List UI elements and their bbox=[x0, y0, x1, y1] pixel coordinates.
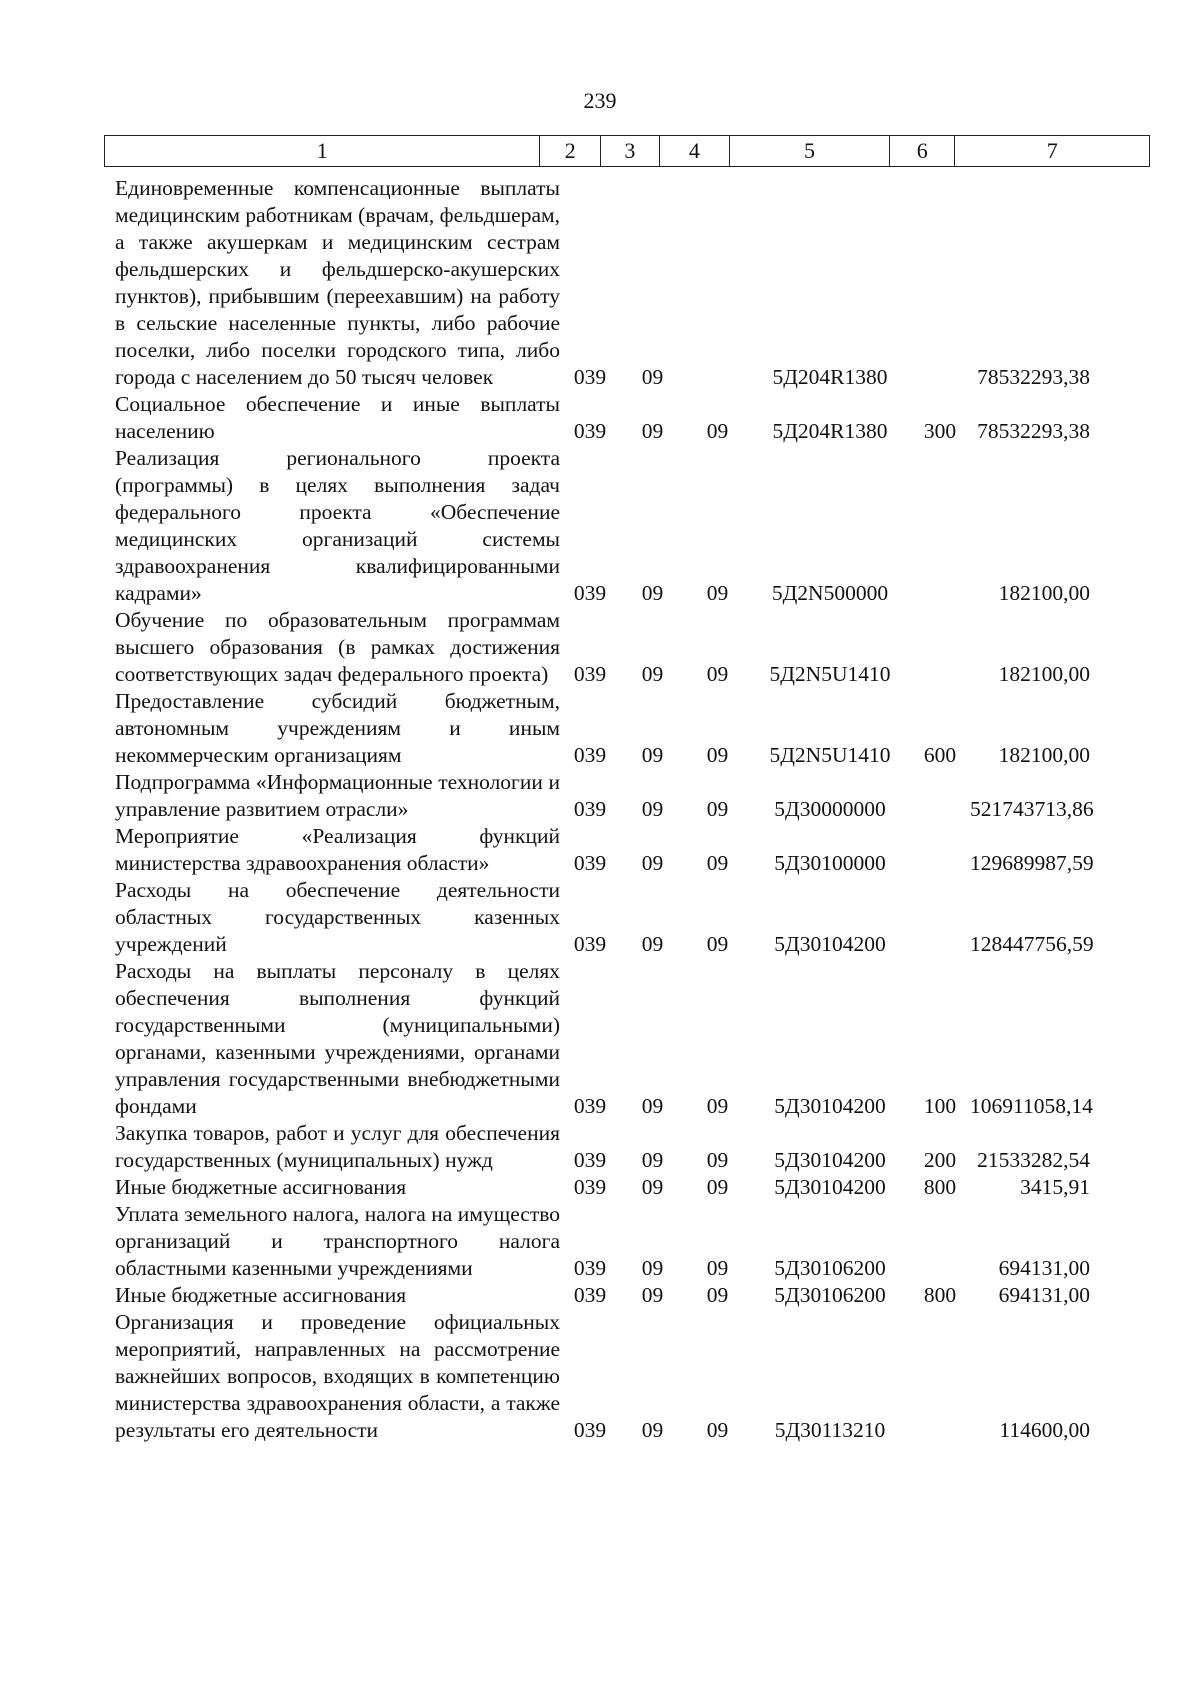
table-row bbox=[0, 823, 1200, 877]
row-code-section: 09 bbox=[641, 851, 664, 875]
row-code-section: 09 bbox=[641, 1283, 664, 1307]
row-code-target: 5Д30104200 bbox=[774, 932, 886, 956]
row-amount: 106911058,14 bbox=[970, 1094, 1093, 1118]
row-code-admin: 039 bbox=[573, 1175, 607, 1199]
row-code-expense-type: 600 bbox=[923, 743, 957, 767]
row-code-admin: 039 bbox=[573, 419, 607, 443]
row-code-subsection: 09 bbox=[706, 1283, 729, 1307]
row-code-section: 09 bbox=[641, 743, 664, 767]
row-code-admin: 039 bbox=[573, 932, 607, 956]
row-amount: 21533282,54 bbox=[977, 1148, 1090, 1172]
budget-table-body bbox=[0, 175, 1200, 1444]
row-code-subsection: 09 bbox=[706, 1148, 729, 1172]
row-code-target: 5Д30100000 bbox=[774, 851, 886, 875]
table-row bbox=[0, 1282, 1200, 1309]
row-code-admin: 039 bbox=[573, 365, 607, 389]
column-header: 6 bbox=[889, 136, 955, 167]
row-amount: 129689987,59 bbox=[970, 851, 1094, 875]
row-code-admin: 039 bbox=[573, 851, 607, 875]
row-code-admin: 039 bbox=[573, 1418, 607, 1442]
row-name: Расходы на обеспечение деятельности областных государственных казенных учреждений bbox=[115, 878, 560, 956]
column-header: 1 bbox=[105, 136, 540, 167]
row-amount: 128447756,59 bbox=[970, 932, 1094, 956]
row-amount: 78532293,38 bbox=[977, 365, 1090, 389]
row-name: Иные бюджетные ассигнования bbox=[115, 1175, 407, 1199]
row-code-admin: 039 bbox=[573, 662, 607, 686]
row-code-target: 5Д30000000 bbox=[774, 797, 886, 821]
row-name: Уплата земельного налога, налога на имущество организаций и транспортного налога областными казенными учреждениями bbox=[115, 1202, 560, 1280]
row-code-target: 5Д30104200 bbox=[774, 1094, 886, 1118]
row-code-section: 09 bbox=[641, 662, 664, 686]
row-code-section: 09 bbox=[641, 365, 664, 389]
row-code-target: 5Д2N500000 bbox=[771, 581, 889, 605]
row-code-subsection: 09 bbox=[706, 1418, 729, 1442]
row-code-target: 5Д30106200 bbox=[774, 1283, 886, 1307]
row-code-subsection: 09 bbox=[706, 743, 729, 767]
row-code-section: 09 bbox=[641, 1418, 664, 1442]
row-code-subsection: 09 bbox=[706, 1175, 729, 1199]
row-code-target: 5Д30113210 bbox=[774, 1418, 886, 1442]
row-code-target: 5Д30104200 bbox=[774, 1175, 886, 1199]
page-number: 239 bbox=[583, 88, 617, 113]
row-name: Расходы на выплаты персоналу в целях обеспечения выполнения функций государственными (муниципальными) органами, казенными учреждениями, органами управления государственными внебюджетными фондами bbox=[115, 959, 560, 1118]
row-amount: 694131,00 bbox=[998, 1256, 1090, 1280]
row-name: Закупка товаров, работ и услуг для обеспечения государственных (муниципальных) нужд bbox=[115, 1121, 560, 1172]
row-code-expense-type: 100 bbox=[923, 1094, 957, 1118]
row-code-section: 09 bbox=[641, 932, 664, 956]
row-code-section: 09 bbox=[641, 1256, 664, 1280]
row-name: Организация и проведение официальных мероприятий, направленных на рассмотрение важнейших вопросов, входящих в компетенцию министерства здравоохранения области, а также результаты его деятельности bbox=[115, 1310, 560, 1442]
row-code-admin: 039 bbox=[573, 1283, 607, 1307]
row-code-admin: 039 bbox=[573, 581, 607, 605]
column-header: 2 bbox=[540, 136, 601, 167]
row-code-section: 09 bbox=[641, 1175, 664, 1199]
table-row bbox=[0, 1309, 1200, 1444]
row-code-subsection: 09 bbox=[706, 932, 729, 956]
row-amount: 182100,00 bbox=[998, 662, 1090, 686]
row-code-subsection: 09 bbox=[706, 662, 729, 686]
column-header-table bbox=[104, 135, 1150, 167]
table-row bbox=[0, 1174, 1200, 1201]
row-amount: 78532293,38 bbox=[977, 419, 1090, 443]
row-name: Реализация регионального проекта (программы) в целях выполнения задач федерального проекта «Обеспечение медицинских организаций системы здравоохранения квалифицированными кадрами» bbox=[115, 446, 560, 605]
row-code-admin: 039 bbox=[573, 1094, 607, 1118]
row-amount: 114600,00 bbox=[999, 1418, 1090, 1442]
table-row bbox=[0, 1120, 1200, 1174]
row-code-subsection: 09 bbox=[706, 851, 729, 875]
row-code-target: 5Д2N5U1410 bbox=[769, 743, 891, 767]
row-code-admin: 039 bbox=[573, 1148, 607, 1172]
column-header: 5 bbox=[730, 136, 890, 167]
row-code-subsection: 09 bbox=[706, 797, 729, 821]
table-row bbox=[0, 769, 1200, 823]
row-amount: 182100,00 bbox=[998, 743, 1090, 767]
column-header: 7 bbox=[955, 136, 1150, 167]
row-name: Обучение по образовательным программам высшего образования (в рамках достижения соответствующих задач федерального проекта) bbox=[115, 608, 560, 686]
row-code-admin: 039 bbox=[573, 743, 607, 767]
row-code-subsection: 09 bbox=[706, 1256, 729, 1280]
table-row bbox=[0, 1201, 1200, 1282]
row-amount: 694131,00 bbox=[998, 1283, 1090, 1307]
row-code-section: 09 bbox=[641, 1148, 664, 1172]
row-code-section: 09 bbox=[641, 797, 664, 821]
table-row bbox=[0, 688, 1200, 769]
row-code-target: 5Д30106200 bbox=[774, 1256, 886, 1280]
row-code-target: 5Д30104200 bbox=[774, 1148, 886, 1172]
row-code-target: 5Д2N5U1410 bbox=[769, 662, 891, 686]
row-code-subsection: 09 bbox=[706, 581, 729, 605]
row-name: Единовременные компенсационные выплаты медицинским работникам (врачам, фельдшерам, а также акушеркам и медицинским сестрам фельдшерских и фельдшерско-акушерских пунктов), прибывшим (переехавшим) на работу в сельские населенные пункты, либо рабочие поселки, либо поселки городского типа, либо города с населением до 50 тысяч человек bbox=[115, 176, 560, 389]
table-row bbox=[0, 445, 1200, 607]
row-code-target: 5Д204R1380 bbox=[772, 419, 888, 443]
row-amount: 521743713,86 bbox=[970, 797, 1094, 821]
row-code-subsection: 09 bbox=[706, 1094, 729, 1118]
row-code-subsection: 09 bbox=[706, 419, 729, 443]
row-name: Подпрограмма «Информационные технологии и управление развитием отрасли» bbox=[115, 770, 560, 821]
row-code-section: 09 bbox=[641, 419, 664, 443]
row-code-section: 09 bbox=[641, 581, 664, 605]
row-code-admin: 039 bbox=[573, 797, 607, 821]
column-header-row bbox=[105, 136, 1150, 167]
table-row bbox=[0, 877, 1200, 958]
row-name: Социальное обеспечение и иные выплаты населению bbox=[115, 392, 560, 443]
row-amount: 3415,91 bbox=[1020, 1175, 1090, 1199]
table-row bbox=[0, 607, 1200, 688]
row-amount: 182100,00 bbox=[998, 581, 1090, 605]
row-code-expense-type: 800 bbox=[923, 1175, 957, 1199]
row-name: Иные бюджетные ассигнования bbox=[115, 1283, 407, 1307]
row-name: Предоставление субсидий бюджетным, автономным учреждениям и иным некоммерческим организациям bbox=[115, 689, 560, 767]
row-code-admin: 039 bbox=[573, 1256, 607, 1280]
row-code-section: 09 bbox=[641, 1094, 664, 1118]
column-header: 3 bbox=[601, 136, 660, 167]
column-header: 4 bbox=[659, 136, 730, 167]
table-row bbox=[0, 391, 1200, 445]
row-code-expense-type: 200 bbox=[923, 1148, 957, 1172]
table-row bbox=[0, 175, 1200, 391]
row-code-expense-type: 800 bbox=[923, 1283, 957, 1307]
row-name: Мероприятие «Реализация функций министерства здравоохранения области» bbox=[115, 824, 560, 875]
row-code-target: 5Д204R1380 bbox=[772, 365, 888, 389]
row-code-expense-type: 300 bbox=[923, 419, 957, 443]
table-row bbox=[0, 958, 1200, 1120]
